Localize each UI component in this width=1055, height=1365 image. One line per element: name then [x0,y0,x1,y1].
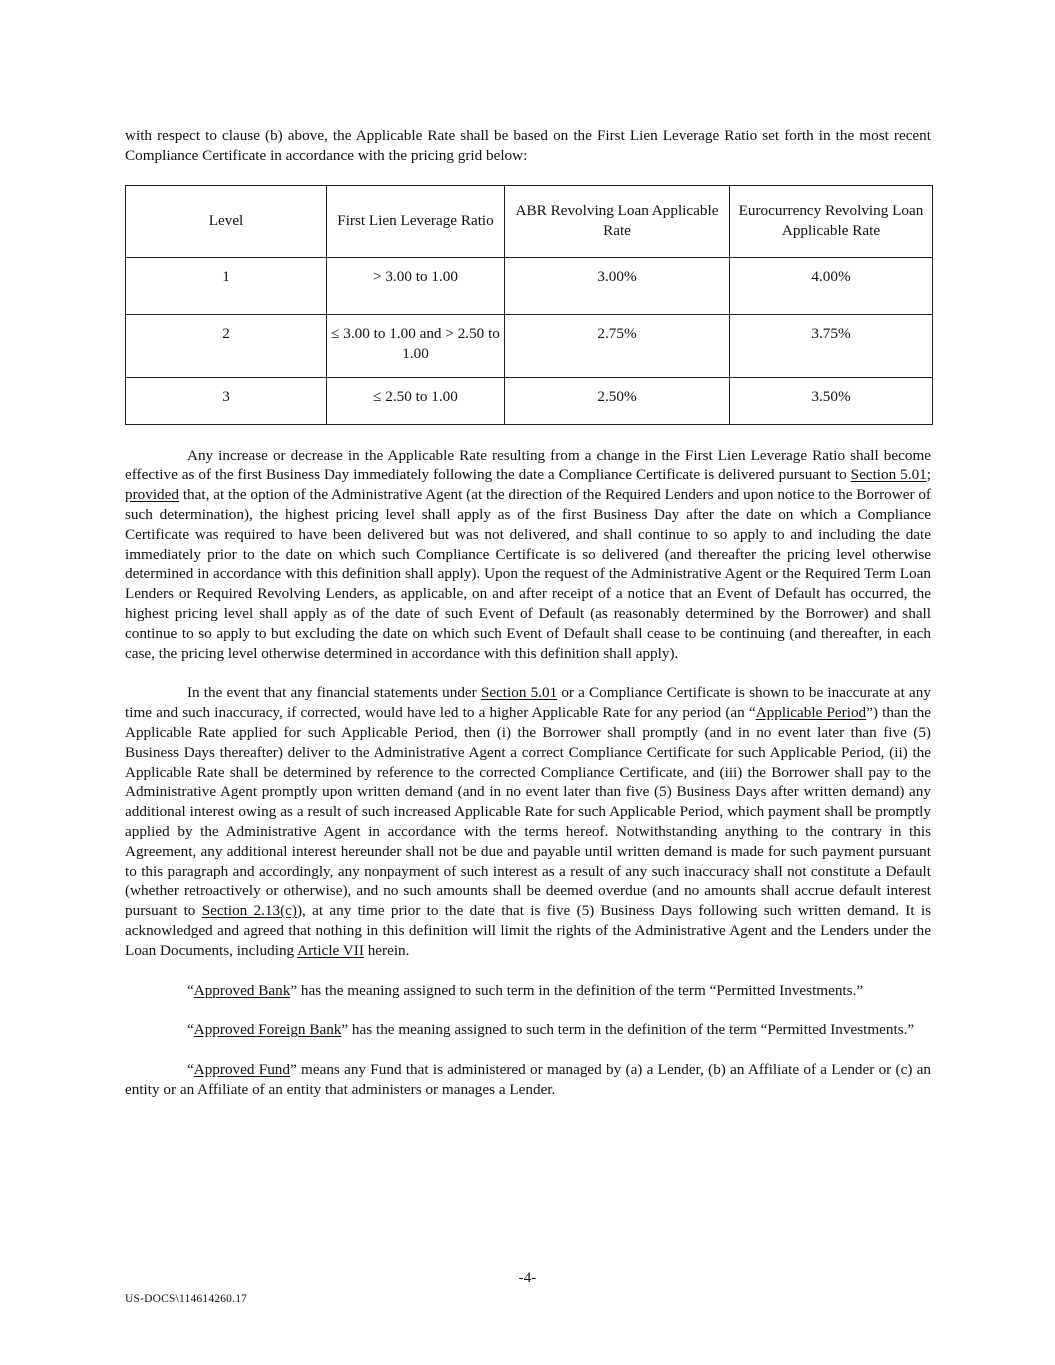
cell-level: 3 [126,377,327,424]
text-segment: or a Compliance Certificate is shown to be inaccurate at any time and such inaccuracy, if corrected, would have led to a higher Applicable Rate for any period (an “ [125,684,931,722]
text-segment: ”) than the Applicable Rate applied for such Applicable Period, then (i) the Borrower shall promptly (and in no event later than five (5) Business Days thereafter) deliver to the Administrative Agent a correct Compliance Certificate for such Applicable Period, (ii) the Applicable Rate shall be determined by reference to the corrected Compliance Certificate, and (iii) the Borrower shall pay to the Administrative Agent promptly upon written demand (and in no event later than five (5) Business Days after written demand) any additional interest owing as a result of such increased Applicable Rate for such Applicable Period, which payment shall be promptly applied by the Administrative Agent in accordance with the terms hereof. Notwithstanding anything to the contrary in this Agreement, any additional interest hereunder shall not be due and payable until written demand is made for such payment pursuant to this paragraph and accordingly, any nonpayment of such interest as a result of any such inaccuracy shall not constitute a Default (whether retroactively or otherwise), and no such amounts shall be deemed overdue (and no amounts shall accrue default interest pursuant to [125,704,931,920]
definition-text: ” means any Fund that is administered or managed by (a) a Lender, (b) an Affiliate of a Lender or (c) an entity or an Affiliate of an entity that administers or manages a Lender. [125,1061,931,1098]
defined-term: Approved Bank [193,981,291,999]
text-segment: that, at the option of the Administrative Agent (at the direction of the Required Lenders and upon notice to the Borrower of such determination), the highest pricing level shall apply as of the first Business Day after the date on which a Compliance Certificate was required to have been delivered but was not delivered, and shall continue to so apply to and including the date immediately prior to the date on which such Compliance Certificate is so delivered (and thereafter the pricing level otherwise determined in accordance with this definition shall apply). Upon the request of the Administrative Agent or the Required Term Loan Lenders or Required Revolving Lenders, as applicable, on and after receipt of a notice that an Event of Default has occurred, the highest pricing level shall apply as of the date of such Event of Default (as reasonably determined by the Borrower) and shall continue to so apply to but excluding the date on which such Event of Default shall cease to be continuing (and thereafter, in each case, the pricing level otherwise determined in accordance with this definition shall apply). [125,486,931,662]
table-header-row [126,185,933,257]
inaccuracy-paragraph [125,683,931,960]
definition-approved-fund [125,1060,931,1100]
header-eurocurrency-rate: Eurocurrency Revolving Loan Applicable Rate [730,185,933,257]
cell-abr: 2.50% [505,377,730,424]
open-quote: “ [187,1061,194,1079]
definition-approved-bank [125,981,931,1001]
table-row [126,314,933,377]
cell-level: 1 [126,257,327,314]
cell-ratio: ≤ 3.00 to 1.00 and > 2.50 to 1.00 [327,314,505,377]
intro-paragraph: with respect to clause (b) above, the Applicable Rate shall be based on the First Lien Leverage Ratio set forth in the most recent Compliance Certificate in accordance with the pricing grid below: [125,127,931,164]
defined-term: Approved Foreign Bank [193,1021,342,1039]
applicable-period-term: Applicable Period [755,704,867,722]
header-abr-rate: ABR Revolving Loan Applicable Rate [505,185,730,257]
article-vii-reference: Article VII [297,941,364,959]
cell-abr: 3.00% [505,257,730,314]
text-segment: Any increase or decrease in the Applicable Rate resulting from a change in the First Lien Leverage Ratio shall become effective as of the first Business Day immediately following the date a Compliance Certificate is delivered pursuant to [125,446,931,484]
pricing-grid-table [125,185,933,425]
table-row [126,377,933,424]
text-segment: ; [926,466,931,484]
section-5-01-reference: Section 5.01 [850,466,927,484]
header-level: Level [126,185,327,257]
definition-approved-foreign-bank [125,1020,931,1040]
section-2-13c-reference: Section 2.13(c) [201,902,297,920]
open-quote: “ [187,981,194,999]
open-quote: “ [187,1021,194,1039]
pricing-adjustment-paragraph [125,446,931,664]
text-segment: ), at any time prior to the date that is five (5) Business Days following such written demand. It is acknowledged and agreed that nothing in this definition will limit the rights of the Administrative Agent and the Lenders under the Loan Documents, including [125,902,931,959]
cell-ratio: > 3.00 to 1.00 [327,257,505,314]
definition-text: ” has the meaning assigned to such term in the definition of the term “Permitted Investments.” [290,981,864,999]
defined-term: Approved Fund [193,1061,290,1079]
cell-level: 2 [126,314,327,377]
definition-text: ” has the meaning assigned to such term in the definition of the term “Permitted Investments.” [341,1021,915,1039]
table-row [126,257,933,314]
header-ratio: First Lien Leverage Ratio [327,185,505,257]
document-id: US-DOCS\114614260.17 [125,1293,248,1305]
provided-term: provided [125,486,179,504]
document-body [125,126,931,1120]
text-segment: herein. [363,941,410,959]
cell-euro: 4.00% [730,257,933,314]
page-number: -4- [518,1269,537,1286]
cell-ratio: ≤ 2.50 to 1.00 [327,377,505,424]
cell-abr: 2.75% [505,314,730,377]
cell-euro: 3.50% [730,377,933,424]
text-segment: In the event that any financial statements under [187,684,481,702]
section-5-01-reference: Section 5.01 [480,684,558,702]
cell-euro: 3.75% [730,314,933,377]
